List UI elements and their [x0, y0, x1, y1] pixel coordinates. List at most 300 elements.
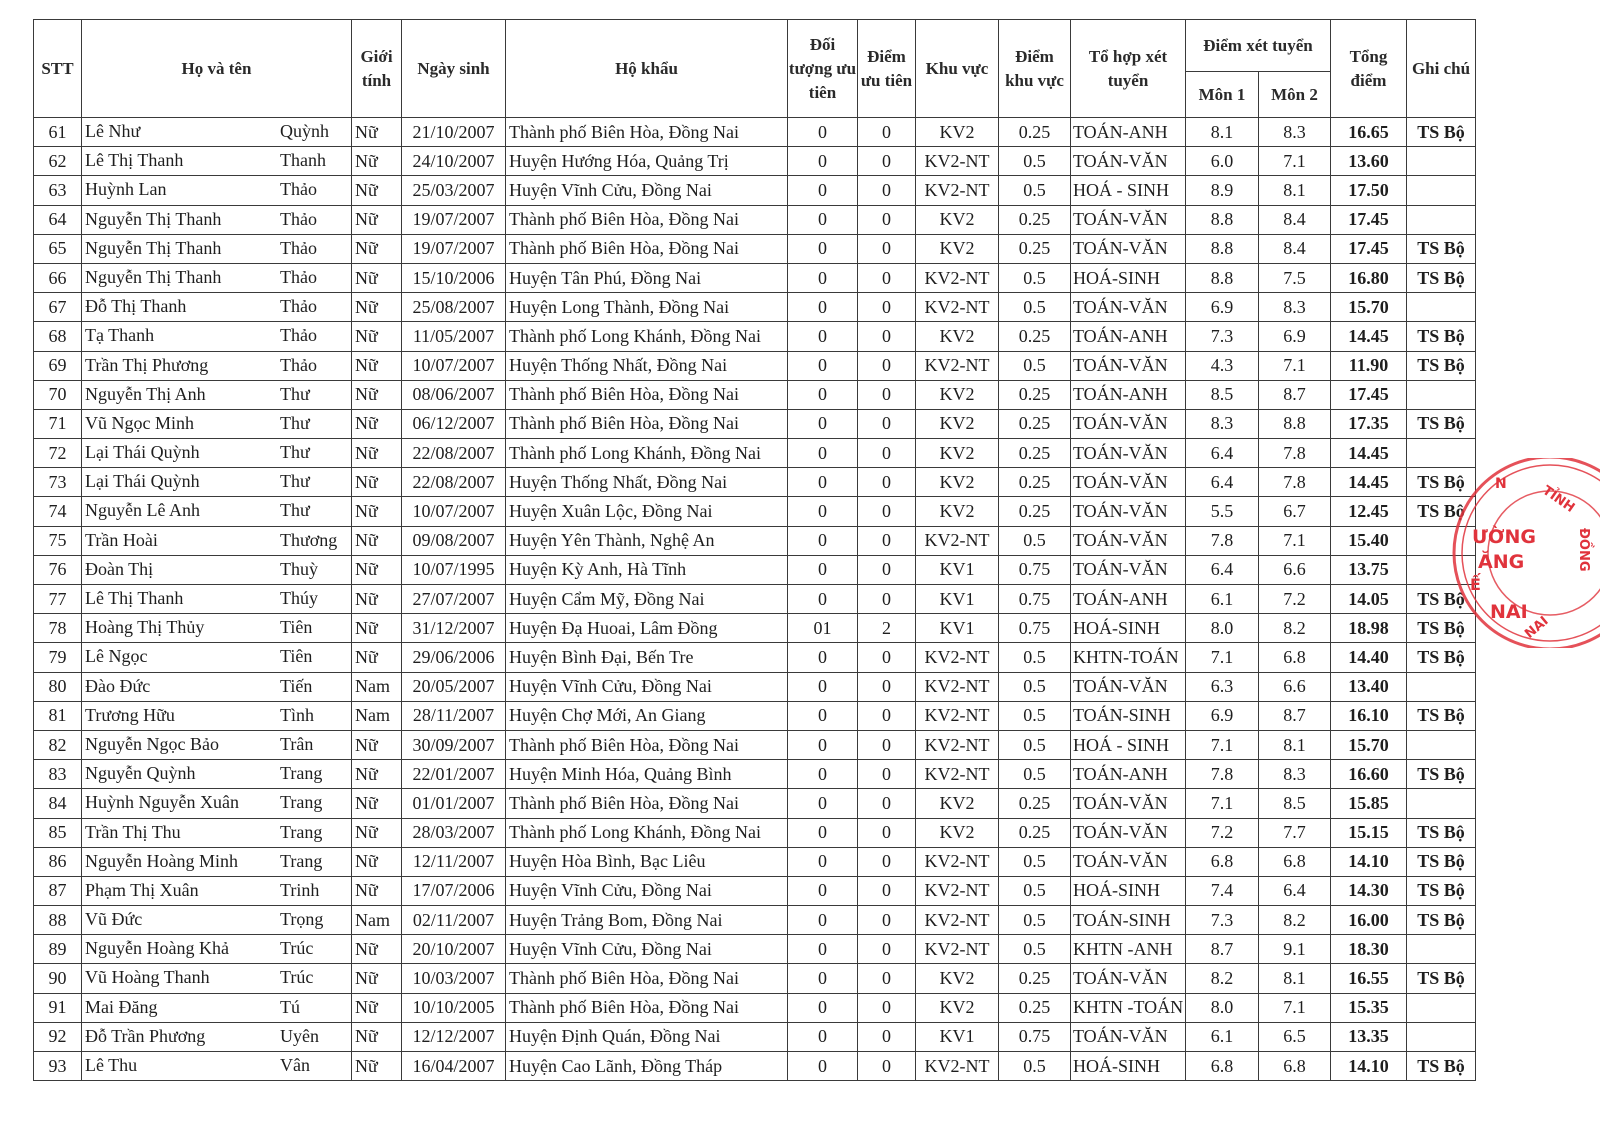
cell-birth-date: 22/08/2007	[402, 468, 506, 497]
cell-region: KV2	[916, 380, 999, 409]
family-middle-name: Nguyễn Thị Thanh	[85, 266, 222, 287]
cell-priority-group: 0	[788, 351, 858, 380]
cell-priority-group: 0	[788, 118, 858, 147]
cell-subject-combination: TOÁN-ANH	[1071, 322, 1186, 351]
cell-subject-combination: TOÁN-SINH	[1071, 701, 1186, 730]
given-name: Thảo	[280, 296, 317, 317]
cell-subject-2-score: 8.7	[1259, 701, 1331, 730]
cell-region: KV2	[916, 468, 999, 497]
cell-region: KV2	[916, 439, 999, 468]
cell-priority-points: 0	[858, 1052, 916, 1081]
cell-gender: Nữ	[352, 497, 402, 526]
cell-subject-combination: TOÁN-VĂN	[1071, 234, 1186, 263]
cell-gender: Nam	[352, 701, 402, 730]
cell-priority-points: 0	[858, 643, 916, 672]
cell-residence: Thành phố Biên Hòa, Đồng Nai	[506, 380, 788, 409]
table-row	[34, 672, 1476, 701]
cell-subject-1-score: 5.5	[1186, 497, 1259, 526]
family-middle-name: Phạm Thị Xuân	[85, 879, 199, 900]
cell-residence: Thành phố Biên Hòa, Đồng Nai	[506, 234, 788, 263]
cell-subject-combination: HOÁ - SINH	[1071, 730, 1186, 759]
cell-full-name	[82, 701, 352, 730]
cell-residence: Huyện Vĩnh Cửu, Đồng Nai	[506, 672, 788, 701]
cell-birth-date: 21/10/2007	[402, 118, 506, 147]
cell-subject-1-score: 7.3	[1186, 322, 1259, 351]
cell-full-name	[82, 964, 352, 993]
cell-residence: Huyện Cao Lãnh, Đồng Tháp	[506, 1052, 788, 1081]
cell-full-name	[82, 293, 352, 322]
cell-subject-2-score: 8.3	[1259, 118, 1331, 147]
family-middle-name: Lại Thái Quỳnh	[85, 442, 200, 463]
cell-total-score: 18.98	[1331, 614, 1407, 643]
family-middle-name: Trần Thị Thu	[85, 821, 181, 842]
table-row	[34, 935, 1476, 964]
cell-total-score: 15.85	[1331, 789, 1407, 818]
cell-subject-2-score: 8.5	[1259, 789, 1331, 818]
cell-total-score: 13.35	[1331, 1022, 1407, 1051]
cell-subject-1-score: 8.8	[1186, 263, 1259, 292]
cell-full-name	[82, 555, 352, 584]
cell-residence: Huyện Yên Thành, Nghệ An	[506, 526, 788, 555]
cell-total-score: 14.45	[1331, 322, 1407, 351]
cell-birth-date: 02/11/2007	[402, 906, 506, 935]
cell-stt: 93	[34, 1052, 82, 1081]
cell-region-points: 0.5	[999, 935, 1071, 964]
cell-total-score: 16.60	[1331, 760, 1407, 789]
cell-region-points: 0.25	[999, 818, 1071, 847]
family-middle-name: Nguyễn Thị Thanh	[85, 237, 222, 258]
cell-subject-1-score: 7.8	[1186, 526, 1259, 555]
cell-priority-group: 0	[788, 234, 858, 263]
given-name: Thuỳ	[280, 558, 318, 579]
cell-birth-date: 31/12/2007	[402, 614, 506, 643]
cell-priority-points: 0	[858, 1022, 916, 1051]
cell-note: TS Bộ	[1407, 497, 1476, 526]
table-row	[34, 147, 1476, 176]
cell-priority-group: 0	[788, 497, 858, 526]
cell-full-name	[82, 409, 352, 438]
cell-total-score: 14.05	[1331, 585, 1407, 614]
cell-gender: Nữ	[352, 614, 402, 643]
cell-subject-1-score: 7.4	[1186, 876, 1259, 905]
cell-stt: 89	[34, 935, 82, 964]
cell-gender: Nữ	[352, 526, 402, 555]
header-subject-combination: Tổ hợp xét tuyển	[1071, 20, 1186, 118]
cell-note	[1407, 993, 1476, 1022]
cell-birth-date: 19/07/2007	[402, 205, 506, 234]
cell-subject-1-score: 8.9	[1186, 176, 1259, 205]
cell-priority-points: 2	[858, 614, 916, 643]
cell-subject-1-score: 7.1	[1186, 730, 1259, 759]
cell-subject-2-score: 7.7	[1259, 818, 1331, 847]
cell-priority-group: 0	[788, 730, 858, 759]
given-name: Uyên	[280, 1025, 319, 1046]
cell-stt: 68	[34, 322, 82, 351]
cell-birth-date: 15/10/2006	[402, 263, 506, 292]
cell-region-points: 0.25	[999, 468, 1071, 497]
cell-full-name	[82, 1022, 352, 1051]
cell-total-score: 15.40	[1331, 526, 1407, 555]
cell-total-score: 15.70	[1331, 730, 1407, 759]
cell-birth-date: 19/07/2007	[402, 234, 506, 263]
cell-stt: 82	[34, 730, 82, 759]
cell-total-score: 11.90	[1331, 351, 1407, 380]
cell-region-points: 0.5	[999, 847, 1071, 876]
cell-stt: 84	[34, 789, 82, 818]
given-name: Thư	[280, 442, 310, 463]
cell-gender: Nữ	[352, 1052, 402, 1081]
cell-full-name	[82, 643, 352, 672]
cell-priority-points: 0	[858, 263, 916, 292]
cell-region: KV2-NT	[916, 643, 999, 672]
cell-residence: Huyện Trảng Bom, Đồng Nai	[506, 906, 788, 935]
cell-priority-points: 0	[858, 234, 916, 263]
cell-region-points: 0.25	[999, 789, 1071, 818]
cell-region-points: 0.25	[999, 409, 1071, 438]
table-row	[34, 964, 1476, 993]
cell-birth-date: 30/09/2007	[402, 730, 506, 759]
cell-gender: Nữ	[352, 1022, 402, 1051]
table-row	[34, 789, 1476, 818]
family-middle-name: Vũ Đức	[85, 909, 143, 930]
cell-total-score: 13.75	[1331, 555, 1407, 584]
family-middle-name: Lê Như	[85, 121, 141, 141]
cell-priority-group: 0	[788, 643, 858, 672]
given-name: Tiên	[280, 646, 313, 667]
header-notes: Ghi chú	[1407, 20, 1476, 118]
cell-gender: Nữ	[352, 993, 402, 1022]
cell-note	[1407, 293, 1476, 322]
cell-stt: 81	[34, 701, 82, 730]
cell-subject-1-score: 6.4	[1186, 555, 1259, 584]
cell-subject-1-score: 7.1	[1186, 789, 1259, 818]
cell-region-points: 0.5	[999, 351, 1071, 380]
cell-region: KV1	[916, 555, 999, 584]
cell-gender: Nữ	[352, 789, 402, 818]
cell-region-points: 0.25	[999, 234, 1071, 263]
header-subject-1: Môn 1	[1186, 72, 1259, 118]
cell-residence: Thành phố Biên Hòa, Đồng Nai	[506, 409, 788, 438]
cell-subject-2-score: 8.3	[1259, 293, 1331, 322]
cell-full-name	[82, 818, 352, 847]
cell-subject-combination: TOÁN-ANH	[1071, 118, 1186, 147]
cell-note: TS Bộ	[1407, 322, 1476, 351]
cell-full-name	[82, 789, 352, 818]
cell-full-name	[82, 760, 352, 789]
cell-residence: Huyện Minh Hóa, Quảng Bình	[506, 760, 788, 789]
table-row	[34, 1052, 1476, 1081]
table-row	[34, 760, 1476, 789]
cell-region: KV2	[916, 789, 999, 818]
admission-table	[33, 19, 1476, 1081]
cell-subject-2-score: 8.7	[1259, 380, 1331, 409]
cell-subject-combination: TOÁN-VĂN	[1071, 351, 1186, 380]
cell-birth-date: 27/07/2007	[402, 585, 506, 614]
cell-note	[1407, 147, 1476, 176]
cell-total-score: 14.45	[1331, 439, 1407, 468]
seal-text: NAI	[1522, 613, 1552, 642]
cell-total-score: 14.45	[1331, 468, 1407, 497]
cell-total-score: 17.35	[1331, 409, 1407, 438]
cell-priority-group: 0	[788, 263, 858, 292]
given-name: Thư	[280, 471, 310, 492]
given-name: Trân	[280, 733, 314, 754]
table-row	[34, 818, 1476, 847]
cell-region: KV2-NT	[916, 263, 999, 292]
cell-full-name	[82, 847, 352, 876]
given-name: Thảo	[280, 237, 317, 258]
cell-priority-points: 0	[858, 205, 916, 234]
cell-note: TS Bộ	[1407, 847, 1476, 876]
cell-birth-date: 10/10/2005	[402, 993, 506, 1022]
cell-stt: 88	[34, 906, 82, 935]
given-name: Thương	[280, 529, 338, 550]
cell-note	[1407, 380, 1476, 409]
header-residence: Hộ khẩu	[506, 20, 788, 118]
family-middle-name: Huỳnh Nguyễn Xuân	[85, 792, 239, 813]
cell-subject-1-score: 7.8	[1186, 760, 1259, 789]
cell-priority-points: 0	[858, 964, 916, 993]
seal-text: ĂNG	[1478, 551, 1525, 573]
cell-subject-combination: TOÁN-VĂN	[1071, 439, 1186, 468]
given-name: Quỳnh	[280, 121, 329, 141]
family-middle-name: Hoàng Thị Thủy	[85, 617, 205, 638]
cell-gender: Nữ	[352, 234, 402, 263]
cell-subject-combination: HOÁ-SINH	[1071, 876, 1186, 905]
table-row	[34, 526, 1476, 555]
family-middle-name: Nguyễn Ngọc Bảo	[85, 733, 219, 754]
given-name: Trang	[280, 850, 323, 871]
cell-region-points: 0.5	[999, 876, 1071, 905]
cell-full-name	[82, 147, 352, 176]
table-row	[34, 1022, 1476, 1051]
cell-stt: 77	[34, 585, 82, 614]
cell-birth-date: 28/11/2007	[402, 701, 506, 730]
cell-priority-group: 0	[788, 818, 858, 847]
table-row	[34, 730, 1476, 759]
cell-residence: Huyện Vĩnh Cửu, Đồng Nai	[506, 935, 788, 964]
cell-full-name	[82, 176, 352, 205]
cell-region: KV2	[916, 234, 999, 263]
cell-stt: 72	[34, 439, 82, 468]
cell-subject-1-score: 6.8	[1186, 847, 1259, 876]
cell-total-score: 14.30	[1331, 876, 1407, 905]
given-name: Tú	[280, 996, 300, 1017]
cell-gender: Nữ	[352, 263, 402, 292]
cell-subject-1-score: 6.9	[1186, 293, 1259, 322]
cell-total-score: 14.10	[1331, 1052, 1407, 1081]
table-body	[34, 118, 1476, 1081]
cell-priority-group: 0	[788, 906, 858, 935]
cell-priority-group: 0	[788, 176, 858, 205]
cell-priority-group: 0	[788, 585, 858, 614]
cell-region: KV1	[916, 614, 999, 643]
cell-region-points: 0.25	[999, 964, 1071, 993]
cell-note: TS Bộ	[1407, 585, 1476, 614]
family-middle-name: Trần Hoài	[85, 529, 158, 550]
cell-priority-points: 0	[858, 993, 916, 1022]
header-priority-points: Điểm ưu tiên	[858, 20, 916, 118]
cell-region-points: 0.75	[999, 1022, 1071, 1051]
cell-subject-2-score: 8.1	[1259, 730, 1331, 759]
cell-region: KV2-NT	[916, 526, 999, 555]
cell-residence: Thành phố Biên Hòa, Đồng Nai	[506, 964, 788, 993]
cell-full-name	[82, 585, 352, 614]
cell-birth-date: 08/06/2007	[402, 380, 506, 409]
family-middle-name: Mai Đăng	[85, 996, 158, 1017]
cell-region-points: 0.5	[999, 526, 1071, 555]
header-gender: Giới tính	[352, 20, 402, 118]
cell-region-points: 0.25	[999, 380, 1071, 409]
cell-note	[1407, 555, 1476, 584]
family-middle-name: Nguyễn Thị Thanh	[85, 208, 222, 229]
cell-region: KV2	[916, 993, 999, 1022]
cell-total-score: 17.45	[1331, 205, 1407, 234]
cell-subject-2-score: 6.4	[1259, 876, 1331, 905]
given-name: Trúc	[280, 938, 314, 959]
given-name: Thư	[280, 412, 310, 433]
cell-stt: 66	[34, 263, 82, 292]
cell-birth-date: 20/05/2007	[402, 672, 506, 701]
cell-priority-group: 0	[788, 322, 858, 351]
given-name: Thảo	[280, 266, 317, 287]
cell-region-points: 0.5	[999, 643, 1071, 672]
cell-total-score: 12.45	[1331, 497, 1407, 526]
cell-priority-points: 0	[858, 351, 916, 380]
cell-gender: Nữ	[352, 847, 402, 876]
cell-subject-combination: TOÁN-VĂN	[1071, 789, 1186, 818]
given-name: Trang	[280, 821, 323, 842]
cell-subject-2-score: 8.1	[1259, 964, 1331, 993]
cell-subject-1-score: 6.0	[1186, 147, 1259, 176]
cell-subject-2-score: 8.8	[1259, 409, 1331, 438]
cell-stt: 64	[34, 205, 82, 234]
cell-total-score: 16.10	[1331, 701, 1407, 730]
family-middle-name: Lê Thị Thanh	[85, 150, 184, 171]
cell-subject-combination: TOÁN-VĂN	[1071, 293, 1186, 322]
cell-priority-group: 0	[788, 876, 858, 905]
cell-residence: Huyện Xuân Lộc, Đồng Nai	[506, 497, 788, 526]
cell-full-name	[82, 263, 352, 292]
cell-total-score: 15.15	[1331, 818, 1407, 847]
cell-subject-1-score: 8.2	[1186, 964, 1259, 993]
cell-full-name	[82, 906, 352, 935]
cell-gender: Nữ	[352, 439, 402, 468]
cell-subject-combination: TOÁN-VĂN	[1071, 205, 1186, 234]
cell-note: TS Bộ	[1407, 614, 1476, 643]
cell-subject-1-score: 6.1	[1186, 585, 1259, 614]
table-row	[34, 585, 1476, 614]
cell-priority-group: 0	[788, 935, 858, 964]
cell-priority-points: 0	[858, 555, 916, 584]
cell-priority-group: 01	[788, 614, 858, 643]
cell-subject-2-score: 8.4	[1259, 234, 1331, 263]
family-middle-name: Nguyễn Thị Anh	[85, 383, 206, 404]
cell-birth-date: 28/03/2007	[402, 818, 506, 847]
cell-subject-combination: TOÁN-VĂN	[1071, 409, 1186, 438]
cell-gender: Nữ	[352, 293, 402, 322]
given-name: Thảo	[280, 325, 317, 346]
cell-subject-combination: TOÁN-VĂN	[1071, 497, 1186, 526]
cell-residence: Huyện Bình Đại, Bến Tre	[506, 643, 788, 672]
cell-priority-points: 0	[858, 730, 916, 759]
cell-residence: Huyện Định Quán, Đồng Nai	[506, 1022, 788, 1051]
cell-birth-date: 10/07/1995	[402, 555, 506, 584]
cell-priority-group: 0	[788, 409, 858, 438]
cell-region-points: 0.5	[999, 730, 1071, 759]
cell-total-score: 17.50	[1331, 176, 1407, 205]
table-row	[34, 906, 1476, 935]
header-total-score: Tổng điểm	[1331, 20, 1407, 118]
cell-region: KV2-NT	[916, 701, 999, 730]
cell-priority-points: 0	[858, 293, 916, 322]
cell-priority-group: 0	[788, 439, 858, 468]
cell-subject-2-score: 7.2	[1259, 585, 1331, 614]
cell-subject-1-score: 6.1	[1186, 1022, 1259, 1051]
table-row	[34, 118, 1476, 147]
cell-gender: Nữ	[352, 147, 402, 176]
cell-residence: Huyện Đạ Huoai, Lâm Đồng	[506, 614, 788, 643]
cell-gender: Nữ	[352, 555, 402, 584]
admission-list-sheet	[33, 19, 1476, 1081]
header-admission-scores: Điểm xét tuyển	[1186, 20, 1331, 72]
cell-stt: 76	[34, 555, 82, 584]
cell-stt: 86	[34, 847, 82, 876]
family-middle-name: Nguyễn Quỳnh	[85, 763, 196, 784]
table-row	[34, 322, 1476, 351]
cell-birth-date: 10/07/2007	[402, 351, 506, 380]
cell-priority-points: 0	[858, 789, 916, 818]
given-name: Thư	[280, 500, 310, 521]
family-middle-name: Trương Hữu	[85, 704, 175, 725]
cell-gender: Nữ	[352, 380, 402, 409]
cell-birth-date: 10/07/2007	[402, 497, 506, 526]
cell-residence: Huyện Vĩnh Cửu, Đồng Nai	[506, 176, 788, 205]
cell-region-points: 0.75	[999, 614, 1071, 643]
cell-subject-1-score: 6.4	[1186, 439, 1259, 468]
table-row	[34, 614, 1476, 643]
given-name: Trọng	[280, 909, 324, 930]
cell-total-score: 18.30	[1331, 935, 1407, 964]
cell-full-name	[82, 322, 352, 351]
cell-priority-points: 0	[858, 147, 916, 176]
table-row	[34, 497, 1476, 526]
cell-subject-1-score: 7.3	[1186, 906, 1259, 935]
given-name: Tiến	[280, 675, 313, 696]
cell-stt: 91	[34, 993, 82, 1022]
cell-total-score: 14.40	[1331, 643, 1407, 672]
cell-gender: Nữ	[352, 585, 402, 614]
table-row	[34, 468, 1476, 497]
cell-note: TS Bộ	[1407, 876, 1476, 905]
cell-birth-date: 01/01/2007	[402, 789, 506, 818]
cell-subject-2-score: 7.1	[1259, 526, 1331, 555]
cell-note: TS Bộ	[1407, 263, 1476, 292]
cell-subject-2-score: 7.5	[1259, 263, 1331, 292]
cell-priority-group: 0	[788, 147, 858, 176]
cell-full-name	[82, 439, 352, 468]
cell-stt: 74	[34, 497, 82, 526]
given-name: Thanh	[280, 150, 326, 171]
cell-stt: 67	[34, 293, 82, 322]
family-middle-name: Nguyễn Hoàng Minh	[85, 850, 238, 871]
cell-priority-points: 0	[858, 701, 916, 730]
cell-region-points: 0.5	[999, 701, 1071, 730]
cell-region: KV1	[916, 1022, 999, 1051]
family-middle-name: Nguyễn Lê Anh	[85, 500, 200, 521]
cell-note: TS Bộ	[1407, 643, 1476, 672]
cell-note	[1407, 205, 1476, 234]
